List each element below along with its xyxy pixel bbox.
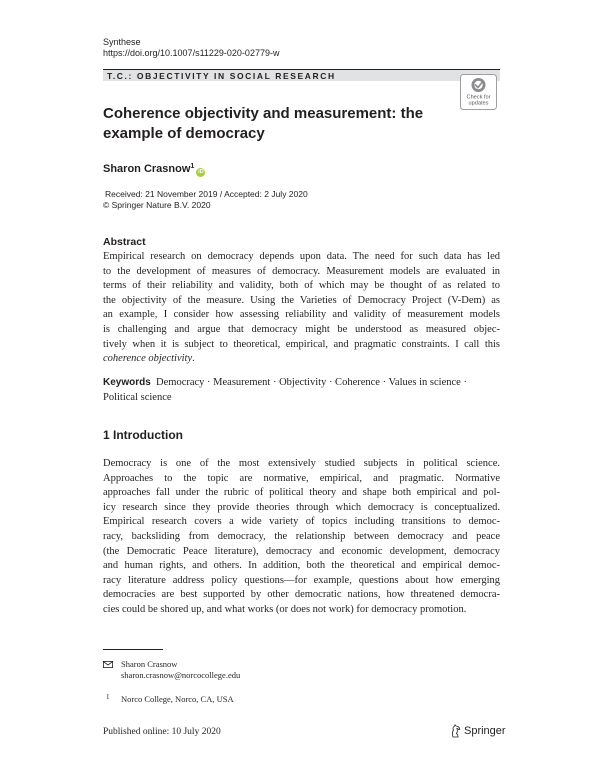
- abstract-line: an example, I consider how assessing reliability and validity of measurement models: [103, 309, 500, 321]
- body-line: cies could be shored up, and what works (or does not work) for democracy promotion.: [103, 603, 467, 615]
- body-line: icy research since they provide theories through which democracy is conceptualized.: [103, 501, 500, 513]
- orcid-icon[interactable]: iD: [198, 169, 204, 175]
- body-line: democracies are best supported by other democratic nations, how threatened democra-: [103, 589, 500, 601]
- abstract-text: [103, 250, 500, 367]
- check-for-updates-icon[interactable]: [460, 74, 497, 110]
- abstract-term: coherence objectivity: [103, 353, 193, 365]
- published-date: Published online: 10 July 2020: [103, 727, 221, 737]
- introduction-text: [103, 457, 500, 618]
- body-line: Empirical research covers a wide variety of topics including transitions to democ-: [103, 516, 500, 528]
- crossmark-label-1: Check for: [466, 94, 491, 101]
- abstract-heading: Abstract: [103, 236, 146, 248]
- abstract-line: the objectivity of the measure. Using the Varieties of Democracy Project (V-Dem) as: [103, 294, 500, 306]
- abstract-line: Empirical research on democracy depends upon data. The need for such data has led: [103, 251, 500, 262]
- author-line: [103, 160, 205, 177]
- body-line: approaches fall under the rubric of political theory and shape both empirical and pol-: [103, 487, 500, 499]
- abstract-end: .: [192, 353, 195, 365]
- affiliation-text: Norco College, Norco, CA, USA: [121, 694, 234, 704]
- doi-link[interactable]: https://doi.org/10.1007/s11229-020-02779-w: [103, 48, 280, 58]
- body-line: racy literature address policy questions—for example, questions about how emerging: [103, 574, 500, 586]
- article-title: Coherence objectivity and measurement: the example of democracy: [103, 105, 424, 142]
- corresponding-author-name: Sharon Crasnow: [121, 659, 178, 669]
- section-label: T.C.: OBJECTIVITY IN SOCIAL RESEARCH: [107, 71, 336, 81]
- section-heading-introduction: 1 Introduction: [103, 428, 183, 442]
- footnote-divider: [103, 649, 163, 650]
- author-name[interactable]: Sharon Crasnow: [103, 163, 191, 175]
- abstract-line: terms of their reliability and validity, both of which may be thought of as related to: [103, 280, 500, 292]
- publisher-name: Springer: [464, 725, 506, 737]
- affiliation-number: 1: [106, 693, 110, 701]
- received-dates: Received: 21 November 2019 / Accepted: 2 July 2020: [105, 189, 308, 199]
- body-line: racy, backsliding from democracy, the relationship between democracy and peace: [103, 530, 500, 542]
- body-line: and human rights, and others. In addition, both the theoretical and empirical democ-: [103, 560, 500, 572]
- body-line: (the Democratic Peace literature), democracy and economic development, democracy: [103, 545, 500, 557]
- keywords-text: Democracy · Measurement · Objectivity · Coherence · Values in science · Political science: [103, 377, 467, 403]
- body-line: Democracy is one of the most extensively studied subjects in political science.: [103, 458, 500, 469]
- journal-name: Synthese: [103, 37, 141, 47]
- section-banner: [103, 69, 500, 81]
- keywords-label: Keywords: [103, 377, 151, 388]
- abstract-line: to the development of measures of democracy. Measurement models are evaluated in: [103, 265, 500, 277]
- copyright-line: © Springer Nature B.V. 2020: [103, 200, 211, 210]
- crossmark-label-2: updates: [468, 100, 489, 107]
- body-line: Approaches to the topic are normative, empirical, and pragmatic. Normative: [103, 472, 500, 484]
- envelope-icon: [103, 661, 113, 668]
- keywords-block: [103, 376, 500, 405]
- springer-horse-icon: [450, 724, 461, 738]
- abstract-line: tively when it is subject to theoretical, empirical, and pragmatic constraints. I call this: [103, 338, 500, 350]
- author-affil-sup: 1: [190, 163, 195, 170]
- abstract-line: is challenging and argue that democracy might be understood as measured objec-: [103, 323, 500, 335]
- abstract-last-line: [103, 352, 500, 367]
- corresponding-author-email[interactable]: sharon.crasnow@norcocollege.edu: [121, 670, 241, 680]
- publisher-logo[interactable]: [450, 723, 506, 739]
